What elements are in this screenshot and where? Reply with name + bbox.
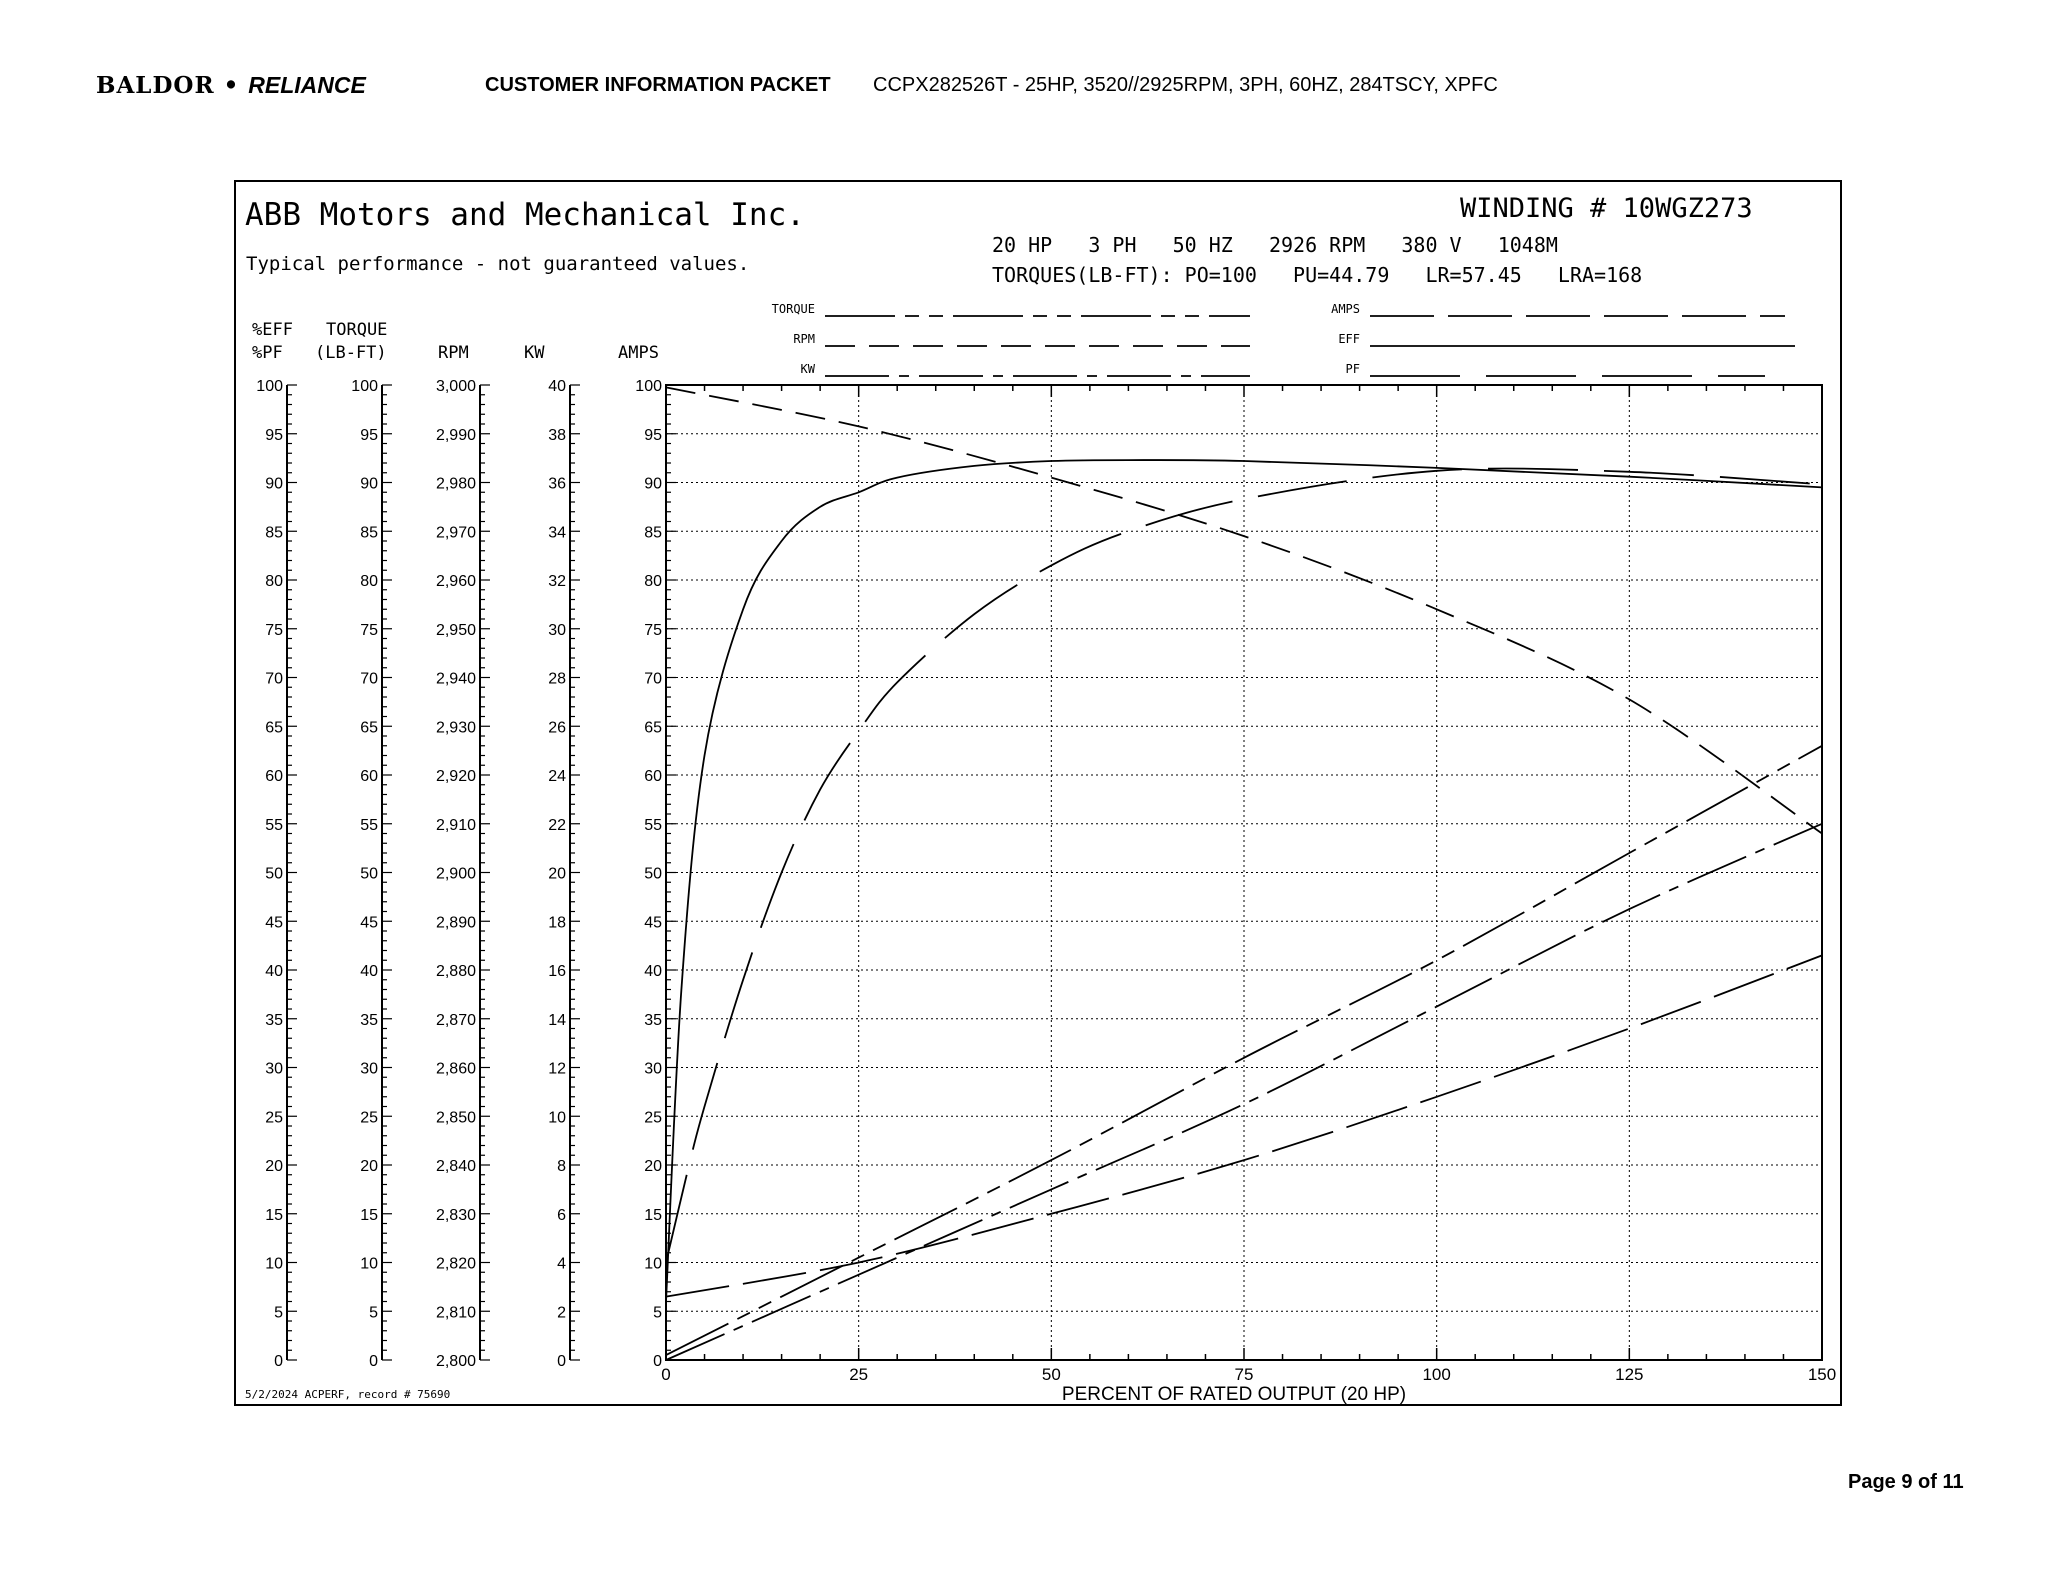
rpm-scale-label: 2,810 [435,1304,476,1322]
amps-scale-label: 90 [644,475,662,493]
amps-scale-label: 35 [644,1011,662,1029]
amps-scale-label: 30 [644,1060,662,1078]
x-tick-label: 0 [661,1365,671,1384]
rpm-scale-label: 2,800 [435,1353,476,1370]
pf-axis-header: %PF [252,343,283,363]
amps-scale-label: 60 [644,768,662,785]
kw-scale-label: 20 [548,865,566,883]
rpm-scale-label: 2,850 [435,1109,476,1127]
eff-pf-scale-label: 60 [265,768,283,785]
rpm-scale-label: 2,940 [435,670,476,688]
kw-scale-label: 26 [548,719,566,737]
amps-scale-label: 5 [653,1304,662,1322]
amps-scale-label: 65 [644,719,662,737]
packet-title: CUSTOMER INFORMATION PACKET [485,74,831,96]
amps-scale-label: 85 [644,524,662,542]
rpm-scale-label: 2,910 [435,816,476,834]
rpm-scale-label: 2,890 [435,914,476,932]
amps-scale-label: 15 [644,1206,662,1224]
rpm-scale-label: 2,900 [435,865,476,883]
rpm-scale-label: 2,820 [435,1255,476,1273]
torque-scale-label: 75 [360,621,378,639]
amps-scale-label: 55 [644,816,662,834]
torque-ratings: TORQUES(LB-FT): PO=100 PU=44.79 LR=57.45 LRA=168 [992,263,1643,287]
motor-rating: 20 HP 3 PH 50 HZ 2926 RPM 380 V 1048M [992,233,1558,257]
page-number: Page 9 of 11 [1848,1471,1964,1493]
legend-label-amps: AMPS [1331,302,1360,316]
rpm-scale-label: 3,000 [435,378,476,395]
kw-scale-label: 12 [548,1060,566,1078]
brand-logo: BALDOR • RELIANCE [96,72,366,99]
amps-scale-label: 0 [653,1353,662,1370]
eff-pf-scale-label: 30 [265,1060,283,1078]
x-axis-label: PERCENT OF RATED OUTPUT (20 HP) [1061,1384,1407,1405]
eff-axis-header: %EFF [252,320,293,340]
torque-unit-header: (LB-FT) [315,343,387,363]
torque-scale-label: 50 [360,865,378,883]
kw-scale-label: 30 [548,621,566,639]
kw-scale-label: 6 [557,1206,566,1224]
x-tick-label: 150 [1807,1365,1837,1384]
torque-scale-label: 70 [360,670,378,688]
x-tick-label: 75 [1234,1365,1254,1384]
amps-scale-label: 100 [635,378,662,395]
amps-scale-label: 40 [644,963,662,980]
torque-scale-label: 55 [360,816,378,834]
eff-pf-scale-label: 90 [265,475,283,493]
kw-scale-label: 38 [548,426,566,444]
eff-pf-scale-label: 20 [265,1158,283,1175]
rpm-scale-label: 2,870 [435,1011,476,1029]
kw-scale-label: 16 [548,963,566,980]
torque-scale-label: 30 [360,1060,378,1078]
torque-scale-label: 25 [360,1109,378,1127]
legend-label-pf: PF [1345,362,1360,376]
rpm-scale-label: 2,950 [435,621,476,639]
amps-scale-label: 50 [644,865,662,883]
rpm-scale-label: 2,840 [435,1158,476,1175]
kw-scale-label: 36 [548,475,566,493]
kw-scale-label: 40 [548,378,566,395]
eff-pf-scale-label: 10 [265,1255,283,1273]
kw-scale-label: 32 [548,573,566,590]
company-name: ABB Motors and Mechanical Inc. [245,197,805,233]
torque-scale-label: 45 [360,914,378,932]
eff-pf-scale-label: 50 [265,865,283,883]
kw-axis-header: KW [524,343,545,363]
torque-scale-label: 60 [360,768,378,785]
eff-pf-scale-label: 25 [265,1109,283,1127]
eff-pf-scale-label: 100 [256,378,283,395]
torque-scale-label: 35 [360,1011,378,1029]
torque-scale-label: 5 [369,1304,378,1322]
amps-scale-label: 25 [644,1109,662,1127]
kw-scale-label: 18 [548,914,566,932]
kw-scale-label: 2 [557,1304,566,1322]
winding-number: WINDING # 10WGZ273 [1460,193,1753,224]
amps-scale-label: 20 [644,1158,662,1175]
rpm-scale-label: 2,880 [435,963,476,980]
legend-label-kw: KW [800,362,815,376]
amps-scale-label: 95 [644,426,662,444]
torque-scale-label: 85 [360,524,378,542]
torque-axis-header: TORQUE [326,320,388,340]
torque-scale-label: 100 [351,378,378,395]
rpm-axis-header: RPM [438,343,469,363]
rpm-scale-label: 2,860 [435,1060,476,1078]
x-tick-label: 100 [1422,1365,1451,1384]
x-tick-label: 25 [849,1365,869,1384]
kw-scale-label: 10 [548,1109,566,1127]
torque-scale-label: 95 [360,426,378,444]
torque-scale-label: 0 [369,1353,378,1370]
rpm-scale-label: 2,970 [435,524,476,542]
eff-pf-scale-label: 80 [265,573,283,590]
record-footer: 5/2/2024 ACPERF, record # 75690 [245,1388,451,1401]
kw-scale-label: 28 [548,670,566,688]
torque-scale-label: 15 [360,1206,378,1224]
kw-scale-label: 4 [557,1255,566,1273]
rpm-scale-label: 2,930 [435,719,476,737]
eff-pf-scale-label: 45 [265,914,283,932]
torque-scale-label: 20 [360,1158,378,1175]
rpm-scale-label: 2,980 [435,475,476,493]
torque-scale-label: 10 [360,1255,378,1273]
amps-scale-label: 10 [644,1255,662,1273]
legend-label-rpm: RPM [793,332,815,346]
kw-scale-label: 14 [548,1011,566,1029]
torque-scale-label: 65 [360,719,378,737]
rpm-scale-label: 2,990 [435,426,476,444]
eff-pf-scale-label: 85 [265,524,283,542]
rpm-scale-label: 2,920 [435,768,476,785]
kw-scale-label: 34 [548,524,566,542]
eff-pf-scale-label: 35 [265,1011,283,1029]
amps-scale-label: 80 [644,573,662,590]
kw-scale-label: 8 [557,1158,566,1175]
kw-scale-label: 22 [548,816,566,834]
eff-pf-scale-label: 65 [265,719,283,737]
amps-scale-label: 75 [644,621,662,639]
torque-scale-label: 90 [360,475,378,493]
torque-scale-label: 80 [360,573,378,590]
eff-pf-scale-label: 0 [274,1353,283,1370]
rpm-scale-label: 2,830 [435,1206,476,1224]
eff-pf-scale-label: 55 [265,816,283,834]
performance-disclaimer: Typical performance - not guaranteed values. [246,253,750,275]
x-tick-label: 125 [1615,1365,1644,1384]
rpm-scale-label: 2,960 [435,573,476,590]
eff-pf-scale-label: 40 [265,963,283,980]
amps-scale-label: 70 [644,670,662,688]
model-description: CCPX282526T - 25HP, 3520//2925RPM, 3PH, 60HZ, 284TSCY, XPFC [873,74,1498,96]
legend-label-torque: TORQUE [771,302,815,316]
amps-scale-label: 45 [644,914,662,932]
eff-pf-scale-label: 95 [265,426,283,444]
eff-pf-scale-label: 5 [274,1304,283,1322]
eff-pf-scale-label: 75 [265,621,283,639]
torque-scale-label: 40 [360,963,378,980]
eff-pf-scale-label: 70 [265,670,283,688]
eff-pf-scale-label: 15 [265,1206,283,1224]
legend-label-eff: EFF [1338,332,1360,346]
x-tick-label: 50 [1041,1365,1061,1384]
amps-axis-header: AMPS [618,343,659,363]
kw-scale-label: 0 [557,1353,566,1370]
kw-scale-label: 24 [548,768,566,785]
